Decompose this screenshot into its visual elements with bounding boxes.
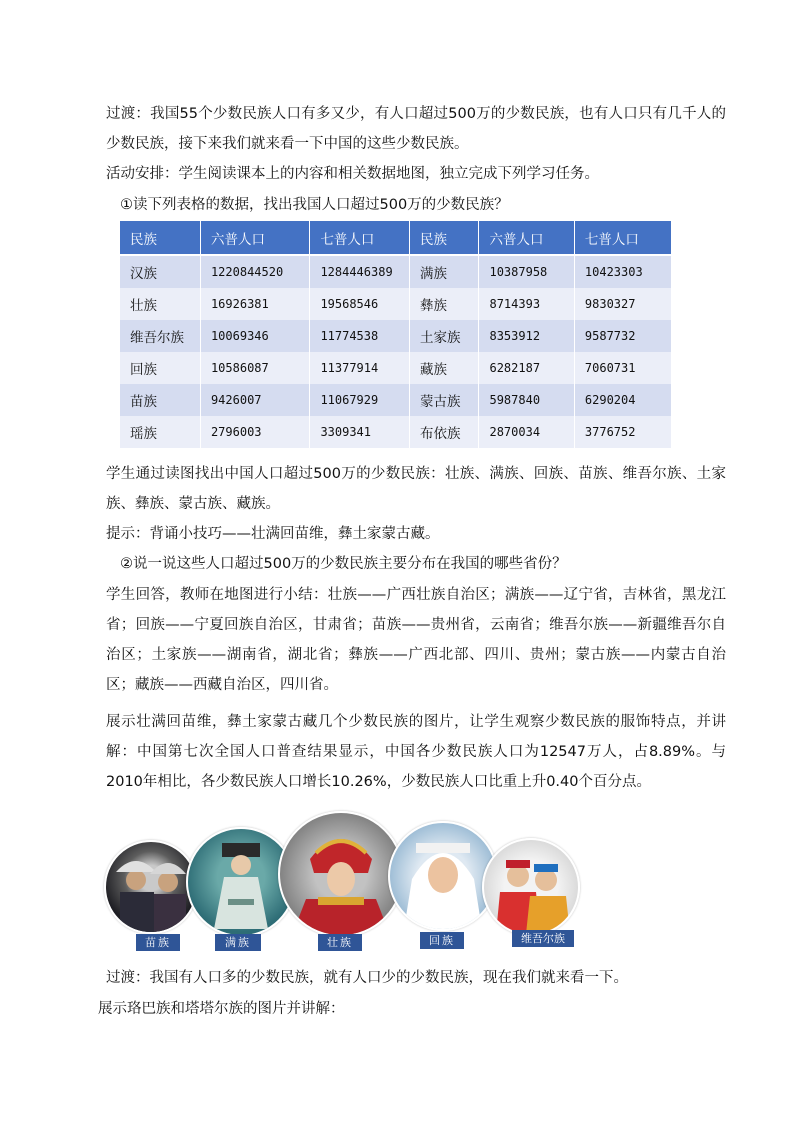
caption-hui: 回族 bbox=[420, 932, 464, 949]
ethnic-name-cell: 藏族 bbox=[410, 352, 479, 384]
header-census6-1: 六普人口 bbox=[200, 221, 309, 255]
photo-hui bbox=[388, 821, 498, 931]
ethnic-name-cell: 布依族 bbox=[410, 416, 479, 448]
population-cell: 2870034 bbox=[479, 416, 574, 448]
population-cell: 10423303 bbox=[574, 255, 671, 288]
population-cell: 3776752 bbox=[574, 416, 671, 448]
paragraph-activity: 活动安排：学生阅读课本上的内容和相关数据地图，独立完成下列学习任务。 bbox=[106, 166, 599, 182]
population-cell: 1220844520 bbox=[200, 255, 309, 288]
population-cell: 9830327 bbox=[574, 288, 671, 320]
paragraph-distribution: 学生回答，教师在地图进行小结：壮族——广西壮族自治区；满族——辽宁省，吉林省，黑龙江省；回族——宁夏回族自治区，甘肃省；苗族——贵州省，云南省；维吾尔族——新疆维吾尔自治区；土家族——湖南省，湖北省；彝族——广西北部、四川、贵州；蒙古族——内蒙古自治区；藏族——西藏自治区，四川省。 bbox=[106, 587, 726, 693]
table-row bbox=[120, 255, 671, 288]
ethnic-name-cell: 汉族 bbox=[120, 255, 200, 288]
population-cell: 9426007 bbox=[200, 384, 309, 416]
paragraph-tip: 提示：背诵小技巧——壮满回苗维，彝土家蒙古藏。 bbox=[106, 526, 440, 542]
population-cell: 7060731 bbox=[574, 352, 671, 384]
population-cell: 11377914 bbox=[310, 352, 410, 384]
uyghur-figures-icon bbox=[484, 840, 578, 934]
population-cell: 1284446389 bbox=[310, 255, 410, 288]
header-census6-2: 六普人口 bbox=[479, 221, 574, 255]
header-census7-1: 七普人口 bbox=[310, 221, 410, 255]
ethnic-name-cell: 瑶族 bbox=[120, 416, 200, 448]
question-1: ①读下列表格的数据，找出我国人口超过500万的少数民族？ bbox=[120, 197, 509, 213]
population-cell: 11774538 bbox=[310, 320, 410, 352]
population-table bbox=[120, 221, 671, 448]
caption-miao: 苗族 bbox=[136, 934, 180, 951]
table-row bbox=[120, 352, 671, 384]
zhuang-figure-icon bbox=[280, 813, 402, 935]
ethnic-name-cell: 回族 bbox=[120, 352, 200, 384]
paragraph-show-lhoba-tatar: 展示珞巴族和塔塔尔族的图片并讲解： bbox=[98, 1001, 345, 1017]
photo-uyghur bbox=[482, 838, 580, 936]
ethnic-name-cell: 维吾尔族 bbox=[120, 320, 200, 352]
caption-manchu: 满族 bbox=[215, 934, 261, 951]
population-cell: 6290204 bbox=[574, 384, 671, 416]
photo-miao bbox=[104, 840, 198, 934]
photo-zhuang bbox=[278, 811, 404, 937]
population-cell: 5987840 bbox=[479, 384, 574, 416]
question-2: ②说一说这些人口超过500万的少数民族主要分布在我国的哪些省份？ bbox=[120, 556, 567, 572]
population-cell: 10586087 bbox=[200, 352, 309, 384]
ethnic-name-cell: 土家族 bbox=[410, 320, 479, 352]
population-cell: 9587732 bbox=[574, 320, 671, 352]
miao-figures-icon bbox=[106, 842, 196, 932]
header-ethnic-1: 民族 bbox=[120, 221, 200, 255]
population-cell: 8353912 bbox=[479, 320, 574, 352]
population-cell: 19568546 bbox=[310, 288, 410, 320]
population-cell: 16926381 bbox=[200, 288, 309, 320]
ethnic-name-cell: 壮族 bbox=[120, 288, 200, 320]
ethnic-name-cell: 满族 bbox=[410, 255, 479, 288]
population-cell: 3309341 bbox=[310, 416, 410, 448]
ethnic-name-cell: 彝族 bbox=[410, 288, 479, 320]
caption-uyghur: 维吾尔族 bbox=[512, 930, 574, 947]
paragraph-transition-2: 过渡：我国有人口多的少数民族，就有人口少的少数民族，现在我们就来看一下。 bbox=[106, 970, 628, 986]
population-cell: 2796003 bbox=[200, 416, 309, 448]
paragraph-transition-1: 过渡：我国55个少数民族人口有多又少，有人口超过500万的少数民族，也有人口只有几千人的少数民族，接下来我们就来看一下中国的这些少数民族。 bbox=[106, 106, 726, 152]
table-row bbox=[120, 384, 671, 416]
population-cell: 6282187 bbox=[479, 352, 574, 384]
paragraph-answer: 学生通过读图找出中国人口超过500万的少数民族：壮族、满族、回族、苗族、维吾尔族、土家族、彝族、蒙古族、藏族。 bbox=[106, 466, 726, 512]
table-header-row bbox=[120, 221, 671, 255]
caption-zhuang: 壮族 bbox=[318, 934, 362, 951]
table-row bbox=[120, 288, 671, 320]
ethnic-name-cell: 苗族 bbox=[120, 384, 200, 416]
population-cell: 10387958 bbox=[479, 255, 574, 288]
header-census7-2: 七普人口 bbox=[574, 221, 671, 255]
paragraph-census: 展示壮满回苗维，彝土家蒙古藏几个少数民族的图片，让学生观察少数民族的服饰特点，并讲解：中国第七次全国人口普查结果显示，中国各少数民族人口为12547万人，占8.89%。与2010年相比，各少数民族人口增长10.26%，少数民族人口比重上升0.40个百分点。 bbox=[106, 714, 726, 790]
population-cell: 11067929 bbox=[310, 384, 410, 416]
population-cell: 8714393 bbox=[479, 288, 574, 320]
table-row bbox=[120, 320, 671, 352]
ethnic-name-cell: 蒙古族 bbox=[410, 384, 479, 416]
table-row bbox=[120, 416, 671, 448]
header-ethnic-2: 民族 bbox=[410, 221, 479, 255]
hui-figure-icon bbox=[390, 823, 496, 929]
population-cell: 10069346 bbox=[200, 320, 309, 352]
